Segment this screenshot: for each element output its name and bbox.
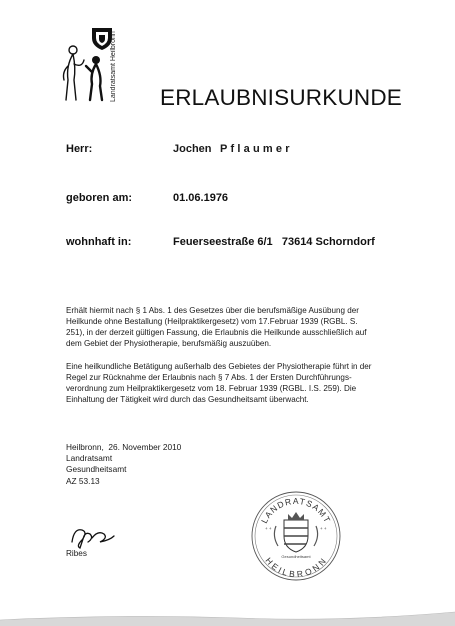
paragraph-line: Erhält hiermit nach § 1 Abs. 1 des Gesetzes über die berufsmäßige Ausübung der xyxy=(66,306,359,315)
department-name: Gesundheitsamt xyxy=(66,464,127,475)
svg-text:HEILBRONN xyxy=(263,555,328,579)
reference-number: AZ 53.13 xyxy=(66,475,100,486)
last-name: Pflaumer xyxy=(220,143,293,155)
office-name: Landratsamt xyxy=(66,453,113,464)
logo-text: Landratsamt Heilbronn xyxy=(110,31,117,102)
closing-block xyxy=(66,442,181,487)
residence-value: Feuerseestraße 6/1 73614 Schorndorf xyxy=(173,236,375,248)
herr-label: Herr: xyxy=(66,143,93,155)
paragraph-line: verordnung zum Heilpraktikergesetz vom 18. Februar 1939 (RGBL. I.S. 259). Die xyxy=(66,384,357,393)
paragraph-line: dem Gebiet der Physiotherapie, berufsmäßig auszuüben. xyxy=(66,339,272,348)
paragraph-line: 251), in der derzeit gültigen Fassung, die Erlaubnis die Heilkunde ausschließlich auf xyxy=(66,328,367,337)
seal-bottom-text: HEILBRONN xyxy=(263,555,329,580)
paragraph-restriction xyxy=(66,361,406,405)
first-name: Jochen xyxy=(173,143,212,155)
place-date: Heilbronn, 26. November 2010 xyxy=(66,442,182,452)
seal-top-text: LANDRATSAMT xyxy=(259,496,333,525)
page-title: ERLAUBNISURKUNDE xyxy=(160,85,402,111)
official-seal-icon xyxy=(250,490,342,582)
residence-label: wohnhaft in: xyxy=(66,236,132,248)
paragraph-line: Heilkunde ohne Bestallung (Heilpraktikergesetz) vom 17.Februar 1939 (RGBL. S. xyxy=(66,317,358,326)
paragraph-line: Eine heilkundliche Betätigung außerhalb des Gebietes der Physiotherapie führt in der xyxy=(66,362,372,371)
svg-text:+ +: + + xyxy=(320,526,327,531)
born-value: 01.06.1976 xyxy=(173,192,229,204)
seal-inner-text: Gesundheitsamt xyxy=(281,554,311,559)
paragraph-permission xyxy=(66,305,406,349)
scan-edge-shadow xyxy=(0,600,455,626)
signer-name: Ribes xyxy=(66,549,87,558)
paragraph-line: Regel zur Rücknahme der Erlaubnis nach § 7 Abs. 1 der Ersten Durchführungs- xyxy=(66,373,352,382)
paragraph-line: Einhaltung der Tätigkeit wird durch das Gesundheitsamt überwacht. xyxy=(66,395,309,404)
born-label: geboren am: xyxy=(66,192,133,204)
svg-text:+ +: + + xyxy=(265,526,272,531)
